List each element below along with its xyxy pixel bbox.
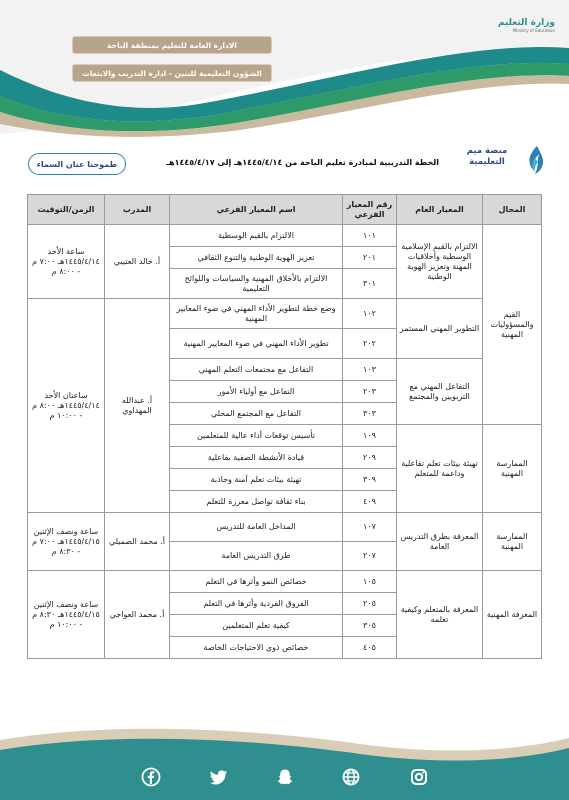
cell-sub: الالتزام بالأخلاق المهنية والسياسات واللوائح التعليمية <box>170 269 343 299</box>
cell-sub: تأسيس توقعات أداء عالية للمتعلمين <box>170 425 343 447</box>
cell-sub: التفاعل مع أولياء الأمور <box>170 381 343 403</box>
cell-number: ٢٠٩ <box>343 447 397 469</box>
header-banner <box>0 0 569 140</box>
cell-sub: التفاعل مع مجتمعات التعلم المهني <box>170 359 343 381</box>
plan-title: الخطة التدريبية لمبادرة تعليم الباحة من ١٤٤٥/٤/١٤هـ إلى ١٤٤٥/٤/١٧هـ <box>166 158 439 167</box>
cell-number: ١٠٧ <box>343 513 397 542</box>
cell-general: التفاعل المهني مع التربويين والمجتمع <box>397 359 483 425</box>
cell-number: ٣٠٥ <box>343 615 397 637</box>
cell-general: الالتزام بالقيم الإسلامية الوسطية وأخلاقيات المهنة وتعزيز الهوية الوطنية <box>397 225 483 299</box>
cell-sub: خصائص النمو وأثرها في التعلم <box>170 571 343 593</box>
cell-domain: الممارسة المهنية <box>483 425 542 513</box>
cell-general: المعرفة بالمتعلم وكيفية تعلمه <box>397 571 483 659</box>
cell-sub: المداخل العامة للتدريس <box>170 513 343 542</box>
header-trainer: المدرب <box>105 195 170 225</box>
header-domain: المجال <box>483 195 542 225</box>
cell-number: ٢٠٢ <box>343 329 397 359</box>
cell-general: تهيئة بيئات تعلم تفاعلية وداعمة للمتعلم <box>397 425 483 513</box>
platform-name: منصة ميم التعليمية <box>466 146 508 167</box>
globe-icon[interactable] <box>340 766 362 788</box>
cell-trainer: أ. محمد العواجي <box>105 571 170 659</box>
cell-sub: تطوير الأداء المهني في ضوء المعايير المهنية <box>170 329 343 359</box>
training-plan-table <box>27 194 542 659</box>
cell-sub: طرق التدريس العامة <box>170 542 343 571</box>
cell-sub: التفاعل مع المجتمع المحلي <box>170 403 343 425</box>
cell-domain: الممارسة المهنية <box>483 513 542 571</box>
ministry-name-en: Ministry of Education <box>512 28 555 33</box>
cell-sub: الفروق الفردية وأثرها في التعلم <box>170 593 343 615</box>
table-row <box>28 225 542 247</box>
cell-general: التطوير المهني المستمر <box>397 299 483 359</box>
cell-number: ١٠٢ <box>343 299 397 329</box>
ministry-name-ar: وزارة التعليم <box>497 18 555 28</box>
cell-number: ١٠٩ <box>343 425 397 447</box>
facebook-icon[interactable] <box>140 766 162 788</box>
ambition-slogan: طموحنا عنان السماء <box>28 153 126 175</box>
cell-number: ٣٠٩ <box>343 469 397 491</box>
ministry-logo <box>485 18 555 33</box>
header-sub-name: اسم المعيار الفرعي <box>170 195 343 225</box>
cell-sub: كيفية تعلم المتعلمين <box>170 615 343 637</box>
cell-number: ٤٠٥ <box>343 637 397 659</box>
cell-number: ٢٠٥ <box>343 593 397 615</box>
header-general-standard: المعيار العام <box>397 195 483 225</box>
badge-training-department: الشؤون التعليمية للبنين - ادارة التدريب والابتعاث <box>72 64 272 82</box>
cell-number: ٢٠٧ <box>343 542 397 571</box>
cell-number: ١٠١ <box>343 225 397 247</box>
badge-education-directorate: الادارة العامة للتعليم بمنطقة الباحة <box>72 36 272 54</box>
cell-sub: قيادة الأنشطة الصفية بفاعلية <box>170 447 343 469</box>
cell-number: ٤٠٩ <box>343 491 397 513</box>
table-header-row <box>28 195 542 225</box>
cell-trainer: أ. عبدالله المهداوي <box>105 299 170 513</box>
cell-sub: وضع خطة لتطوير الأداء المهني في ضوء المعايير المهنية <box>170 299 343 329</box>
cell-number: ١٠٥ <box>343 571 397 593</box>
cell-sub: بناء ثقافة تواصل معززة للتعلم <box>170 491 343 513</box>
cell-trainer: أ. محمد الصميلي <box>105 513 170 571</box>
cell-number: ٢٠٣ <box>343 381 397 403</box>
table-row <box>28 571 542 593</box>
cell-time: ساعة الأحد ١٤٤٥/٤/١٤هـ ٧:٠٠ م - ٨:٠٠ م <box>28 225 105 299</box>
cell-time: ساعة ونصف الإثنين ١٤٤٥/٤/١٥هـ ٨:٣٠ م - ١٠:٠٠ م <box>28 571 105 659</box>
cell-trainer: أ. خالد العتيبي <box>105 225 170 299</box>
cell-sub: خصائص ذوي الاحتياجات الخاصة <box>170 637 343 659</box>
cell-sub: تهيئة بيئات تعلم آمنة وجاذبة <box>170 469 343 491</box>
twitter-icon[interactable] <box>208 766 230 788</box>
cell-domain: المعرفة المهنية <box>483 571 542 659</box>
table-row <box>28 299 542 329</box>
header-sub-number: رقم المعيار الفرعي <box>343 195 397 225</box>
flame-icon <box>525 144 547 178</box>
cell-general: المعرفة بطرق التدريس العامة <box>397 513 483 571</box>
cell-sub: تعزيز الهوية الوطنية والتنوع الثقافي <box>170 247 343 269</box>
cell-number: ٣٠٣ <box>343 403 397 425</box>
cell-sub: الالتزام بالقيم الوسطية <box>170 225 343 247</box>
header-time: الزمن/التوقيت <box>28 195 105 225</box>
snapchat-icon[interactable] <box>274 766 296 788</box>
table-row <box>28 513 542 542</box>
cell-number: ١٠٣ <box>343 359 397 381</box>
cell-time: ساعتان الأحد ١٤٤٥/٤/١٤هـ ٨:٠٠ م - ١٠:٠٠ م <box>28 299 105 513</box>
cell-time: ساعة ونصف الإثنين ١٤٤٥/٤/١٥هـ ٧:٠٠ م - ٨:٣٠ م <box>28 513 105 571</box>
cell-number: ٢٠١ <box>343 247 397 269</box>
instagram-icon[interactable] <box>408 766 430 788</box>
cell-number: ٣٠١ <box>343 269 397 299</box>
cell-domain: القيم والمسؤوليات المهنية <box>483 225 542 425</box>
platform-logo <box>457 144 547 180</box>
